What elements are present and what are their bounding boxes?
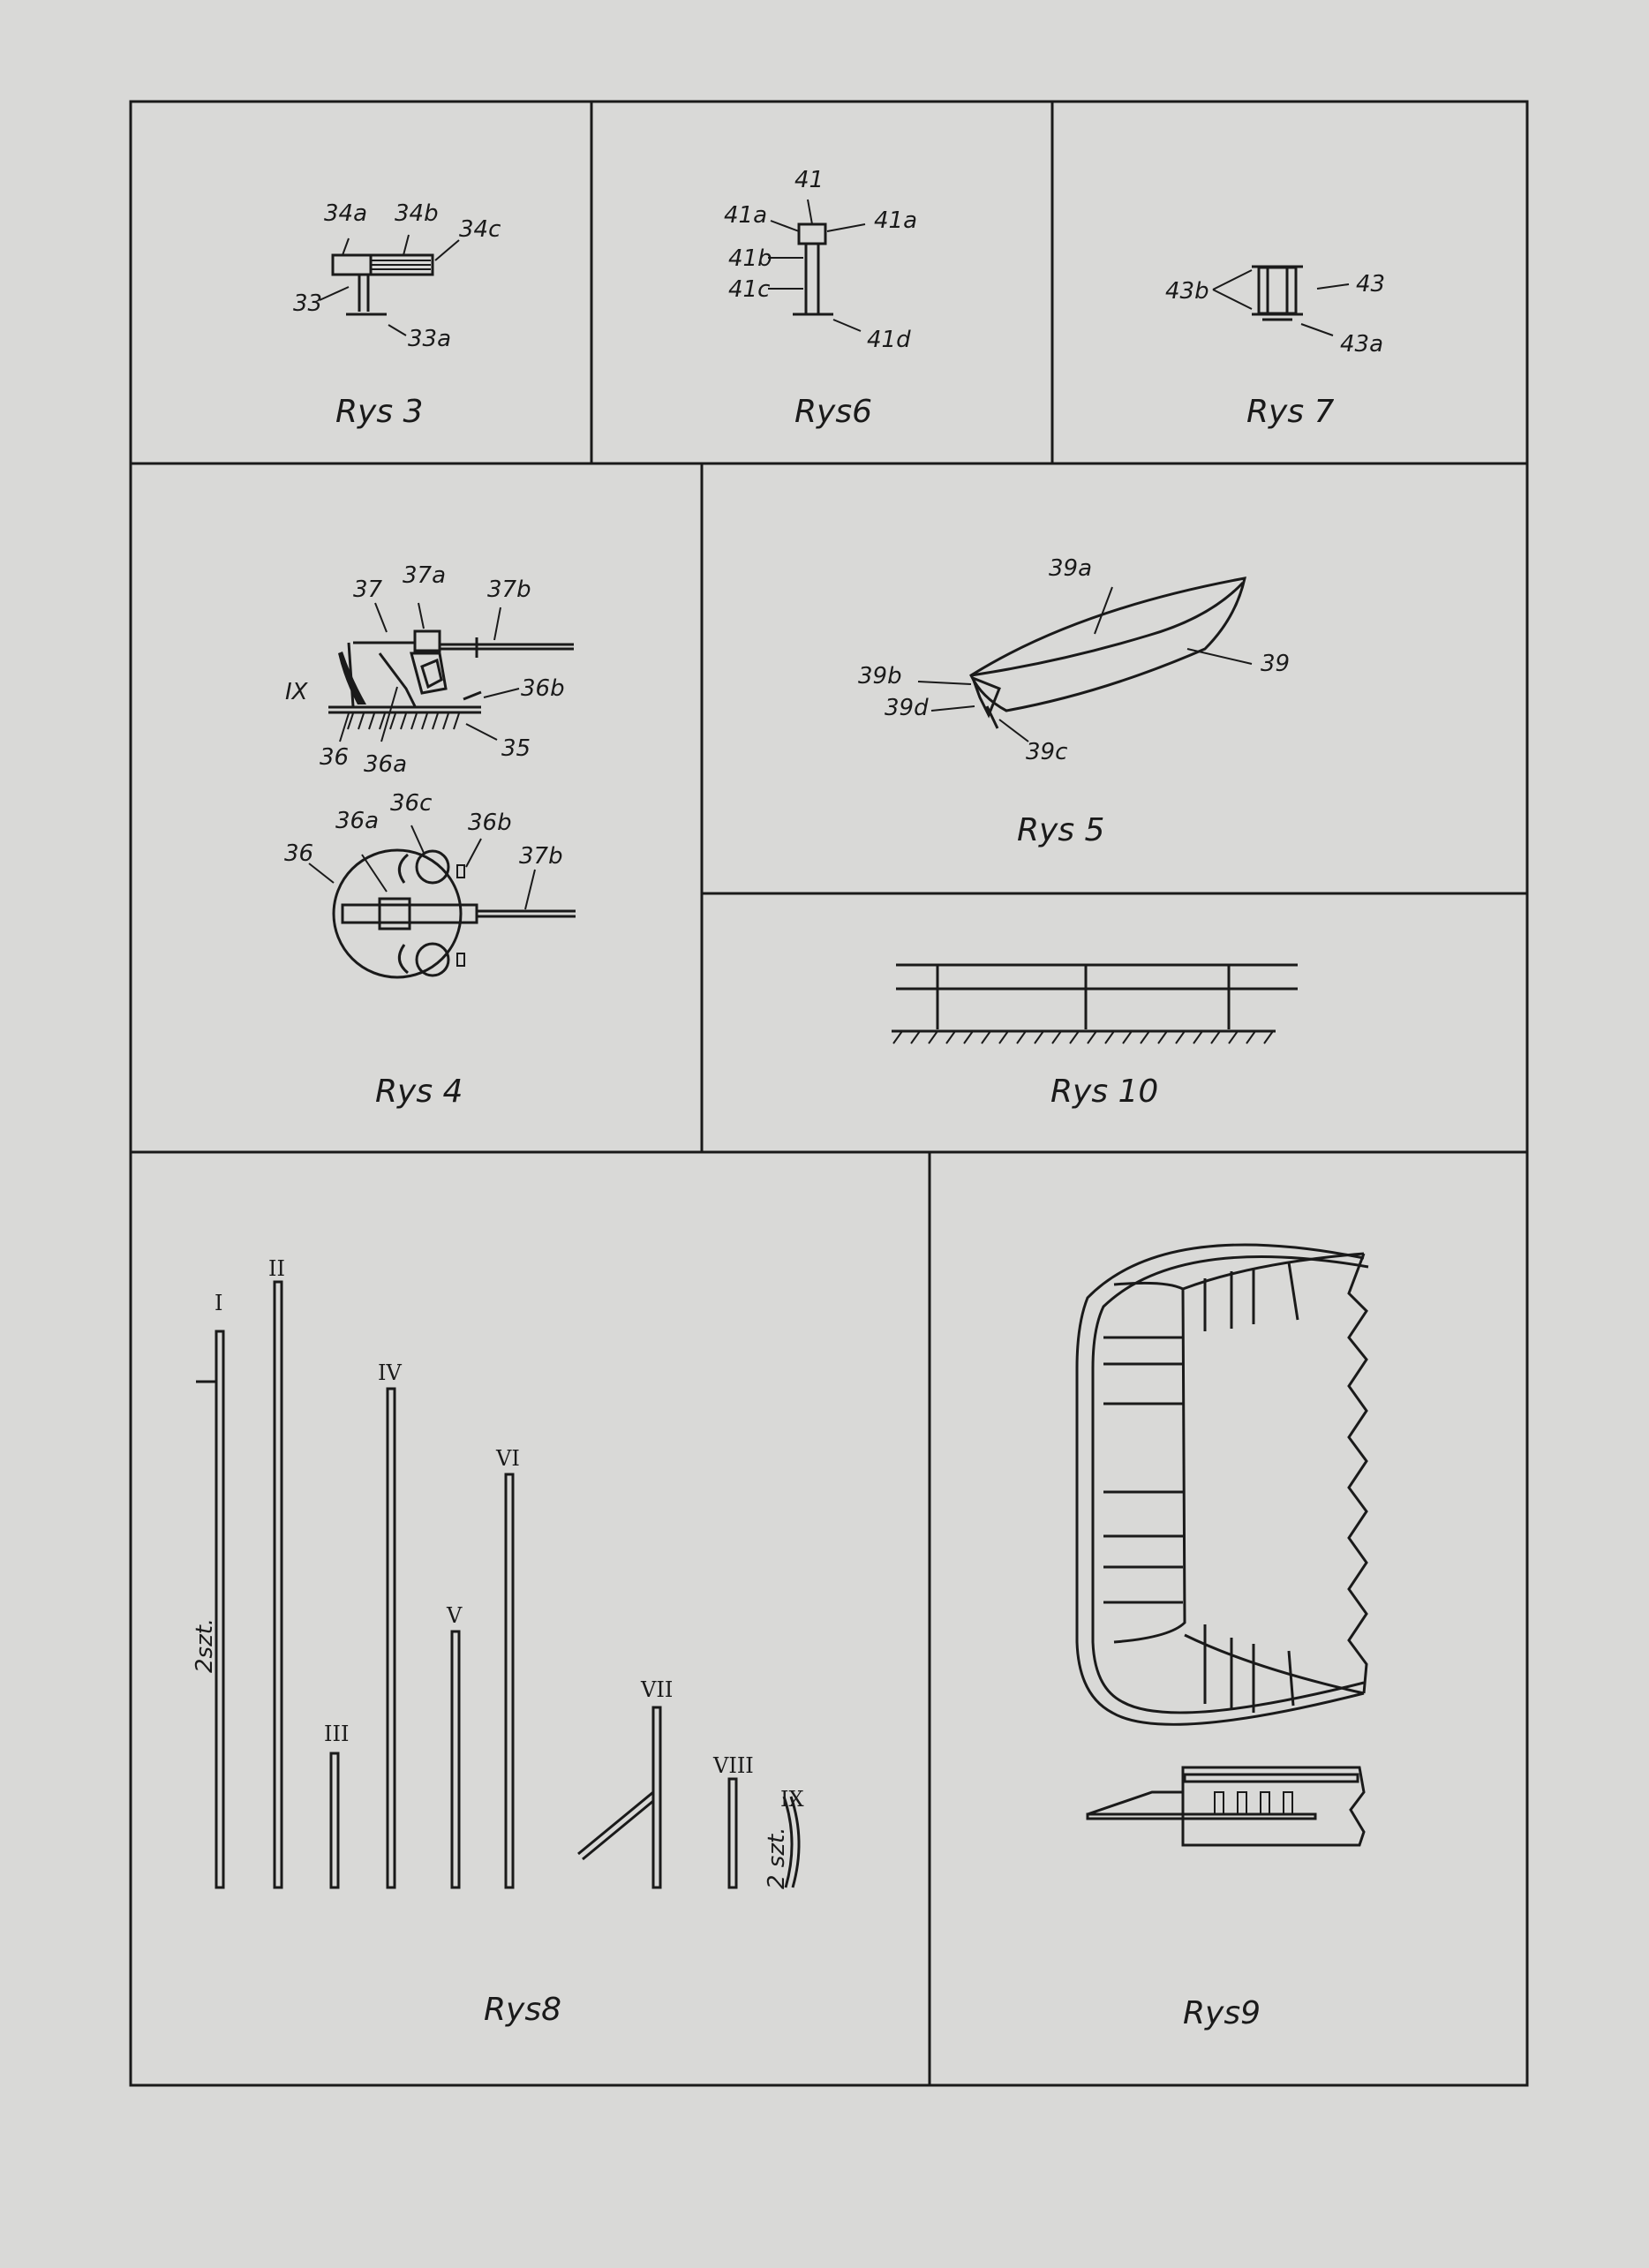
- caption-rys8: Rys8: [484, 1992, 561, 2028]
- label-39b: 39b: [858, 663, 902, 689]
- label-36c: 36c: [390, 790, 433, 817]
- caption-rys4: Rys 4: [375, 1074, 463, 1110]
- label-37b-bot: 37b: [519, 843, 563, 870]
- label-43: 43: [1356, 271, 1386, 298]
- caption-rys3: Rys 3: [335, 394, 424, 430]
- label-33: 33: [293, 290, 323, 317]
- label-36a-bot: 36a: [335, 808, 380, 834]
- caption-rys7: Rys 7: [1246, 394, 1335, 430]
- label-39: 39: [1261, 651, 1291, 677]
- label-36-top: 36: [320, 744, 350, 771]
- caption-rys9: Rys9: [1183, 1995, 1261, 2031]
- label-43a: 43a: [1340, 331, 1384, 358]
- label-43b: 43b: [1165, 278, 1209, 305]
- label-35: 35: [501, 735, 531, 762]
- label-part-VIII: VIII: [713, 1753, 754, 1778]
- label-41c: 41c: [728, 276, 771, 303]
- label-part-V: V: [447, 1603, 463, 1628]
- label-37: 37: [353, 576, 383, 603]
- label-34a: 34a: [324, 200, 368, 227]
- label-qty-part-IX: 2 szt.: [764, 1827, 790, 1889]
- label-34c: 34c: [459, 216, 501, 243]
- label-part-VII: VII: [641, 1677, 674, 1702]
- label-33a: 33a: [408, 326, 452, 352]
- label-36-bot: 36: [284, 840, 314, 867]
- label-34b: 34b: [395, 200, 439, 227]
- label-37b-top: 37b: [487, 576, 531, 603]
- label-36b-top: 36b: [521, 675, 565, 702]
- label-41a-right: 41a: [874, 207, 918, 234]
- label-41b: 41b: [728, 245, 772, 272]
- caption-rys10: Rys 10: [1050, 1074, 1159, 1110]
- label-part-IV: IV: [378, 1360, 402, 1385]
- label-part-IX: IX: [780, 1787, 804, 1812]
- label-37a: 37a: [403, 562, 447, 589]
- caption-rys5: Rys 5: [1017, 812, 1105, 848]
- label-39d: 39d: [885, 695, 929, 721]
- label-qty-part-I: 2szt.: [192, 1617, 218, 1673]
- label-41a-left: 41a: [724, 202, 768, 229]
- label-part-VI: VI: [496, 1446, 520, 1471]
- label-part-II: II: [268, 1256, 285, 1281]
- label-36a-top: 36a: [364, 751, 408, 778]
- caption-rys6: Rys6: [794, 394, 872, 430]
- label-part-III: III: [324, 1722, 350, 1746]
- label-part-I: I: [215, 1291, 223, 1315]
- label-41: 41: [794, 167, 824, 193]
- label-36b-bot: 36b: [468, 810, 512, 836]
- label-41d: 41d: [867, 327, 911, 353]
- label-IX-rys4: IX: [285, 679, 308, 705]
- label-39c: 39c: [1026, 739, 1068, 765]
- label-39a: 39a: [1049, 555, 1093, 582]
